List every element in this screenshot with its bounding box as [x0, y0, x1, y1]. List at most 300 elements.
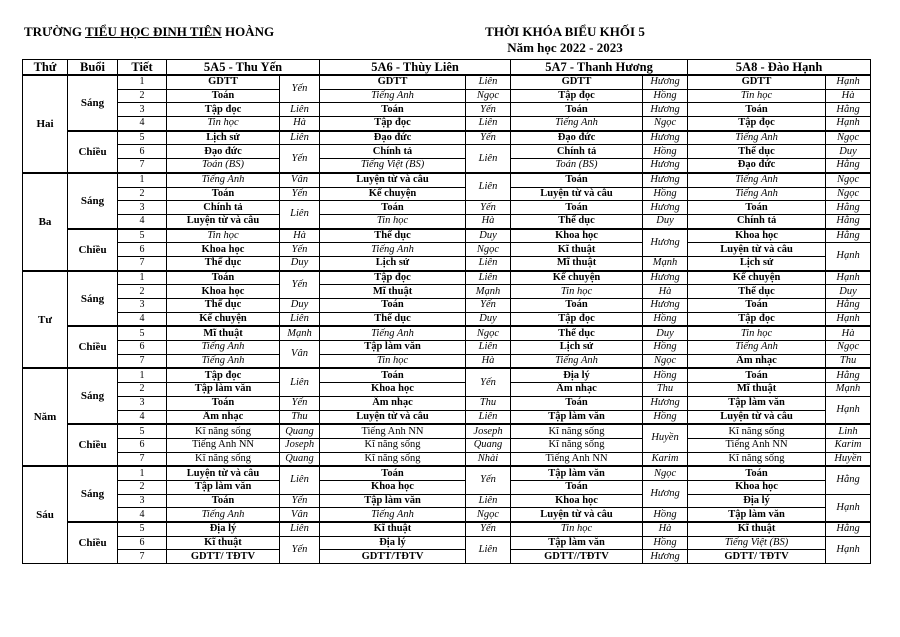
teacher-cell: Hằng: [826, 159, 871, 173]
subject-cell: Thể dục: [688, 285, 826, 299]
teacher-cell: Liên: [280, 522, 320, 536]
table-row: [23, 396, 871, 410]
teacher-cell: Liên: [466, 75, 511, 89]
col-buoi: Buổi: [68, 60, 118, 76]
table-row: [23, 410, 871, 424]
subject-cell: Chính tả: [167, 201, 280, 215]
teacher-cell: Duy: [826, 145, 871, 159]
teacher-cell: Ngọc: [643, 117, 688, 131]
subject-cell: Toán: [511, 173, 643, 187]
subject-cell: Kĩ thuật: [167, 536, 280, 550]
teacher-cell: Hương: [643, 550, 688, 564]
table-row: [23, 466, 871, 480]
subject-cell: Tiếng Anh NN: [167, 438, 280, 452]
subject-cell: Lịch sử: [511, 341, 643, 355]
teacher-cell: Hạnh: [826, 494, 871, 522]
teacher-cell: Duy: [643, 326, 688, 340]
teacher-cell: Liên: [280, 312, 320, 326]
subject-cell: Đạo đức: [320, 131, 466, 145]
col-class-5a7: 5A7 - Thanh Hương: [511, 60, 688, 76]
teacher-cell: Liên: [280, 201, 320, 229]
teacher-cell: Hà: [466, 354, 511, 368]
period-cell: 5: [118, 229, 167, 243]
subject-cell: Kĩ thuật: [688, 522, 826, 536]
period-cell: 7: [118, 550, 167, 564]
subject-cell: Tập làm văn: [320, 341, 466, 355]
period-cell: 5: [118, 131, 167, 145]
teacher-cell: Hạnh: [826, 75, 871, 89]
subject-cell: Tin học: [688, 326, 826, 340]
subject-cell: Toán: [320, 299, 466, 313]
subject-cell: Tiếng Anh: [511, 354, 643, 368]
period-cell: 2: [118, 383, 167, 397]
subject-cell: Toán: [320, 103, 466, 117]
subject-cell: Toán: [320, 466, 466, 480]
period-cell: 2: [118, 89, 167, 103]
subject-cell: Tập đọc: [320, 271, 466, 285]
teacher-cell: Hà: [826, 326, 871, 340]
school-name: [24, 24, 274, 40]
subject-cell: Khoa học: [511, 229, 643, 243]
subject-cell: Kĩ năng sống: [511, 438, 643, 452]
teacher-cell: Hương: [643, 131, 688, 145]
subject-cell: Địa lý: [688, 494, 826, 508]
subject-cell: Tập đọc: [511, 89, 643, 103]
table-row: [23, 480, 871, 494]
subject-cell: Luyện từ và câu: [688, 410, 826, 424]
subject-cell: Luyện từ và câu: [167, 466, 280, 480]
teacher-cell: Ngọc: [466, 508, 511, 522]
period-cell: 7: [118, 452, 167, 466]
table-row: [23, 452, 871, 466]
teacher-cell: Karim: [643, 452, 688, 466]
table-row: [23, 256, 871, 270]
subject-cell: Toán: [688, 103, 826, 117]
period-cell: 3: [118, 396, 167, 410]
subject-cell: Tiếng Việt (BS): [688, 536, 826, 550]
subject-cell: Luyện từ và câu: [511, 508, 643, 522]
subject-cell: Mĩ thuật: [511, 256, 643, 270]
table-row: [23, 438, 871, 452]
teacher-cell: Hạnh: [826, 117, 871, 131]
table-row: [23, 145, 871, 159]
period-cell: 6: [118, 341, 167, 355]
subject-cell: Tin học: [167, 229, 280, 243]
teacher-cell: Duy: [280, 299, 320, 313]
subject-cell: Tập đọc: [320, 117, 466, 131]
subject-cell: Khoa học: [688, 480, 826, 494]
col-thu: Thứ: [23, 60, 68, 76]
period-cell: 4: [118, 214, 167, 228]
subject-cell: Kể chuyện: [320, 187, 466, 201]
period-cell: 5: [118, 522, 167, 536]
subject-cell: Khoa học: [167, 243, 280, 257]
teacher-cell: Hồng: [643, 368, 688, 382]
subject-cell: Mĩ thuật: [167, 326, 280, 340]
teacher-cell: Yến: [280, 75, 320, 103]
subject-cell: Chính tả: [688, 214, 826, 228]
subject-cell: GDTT//TĐTV: [511, 550, 643, 564]
subject-cell: GDTT: [320, 75, 466, 89]
teacher-cell: Yến: [466, 201, 511, 215]
teacher-cell: Hồng: [643, 410, 688, 424]
teacher-cell: Hạnh: [826, 271, 871, 285]
subject-cell: GDTT/TĐTV: [320, 550, 466, 564]
subject-cell: Toán: [511, 103, 643, 117]
table-row: [23, 494, 871, 508]
period-cell: 3: [118, 494, 167, 508]
subject-cell: Kĩ thuật: [511, 243, 643, 257]
teacher-cell: Ngọc: [466, 326, 511, 340]
table-row: [23, 117, 871, 131]
teacher-cell: Yến: [280, 396, 320, 410]
teacher-cell: Liên: [466, 145, 511, 173]
teacher-cell: Yến: [280, 145, 320, 173]
table-row: [23, 103, 871, 117]
teacher-cell: Liên: [280, 466, 320, 494]
table-row: [23, 285, 871, 299]
table-row: [23, 550, 871, 564]
subject-cell: Âm nhạc: [320, 396, 466, 410]
teacher-cell: Hồng: [643, 341, 688, 355]
teacher-cell: Thu: [280, 410, 320, 424]
teacher-cell: Hà: [280, 117, 320, 131]
teacher-cell: Hà: [280, 229, 320, 243]
session-cell: Sáng: [68, 75, 118, 131]
session-cell: Chiều: [68, 326, 118, 368]
period-cell: 1: [118, 271, 167, 285]
subject-cell: Tin học: [167, 117, 280, 131]
subject-cell: Thể dục: [320, 229, 466, 243]
teacher-cell: Thu: [826, 354, 871, 368]
subject-cell: Kĩ năng sống: [688, 452, 826, 466]
subject-cell: Tin học: [688, 89, 826, 103]
col-class-5a6: 5A6 - Thùy Liên: [320, 60, 511, 76]
subject-cell: Toán: [320, 368, 466, 382]
subject-cell: Tập làm văn: [688, 508, 826, 522]
table-row: [23, 243, 871, 257]
teacher-cell: Hồng: [643, 312, 688, 326]
teacher-cell: Hằng: [826, 522, 871, 536]
period-cell: 5: [118, 326, 167, 340]
table-row: [23, 89, 871, 103]
period-cell: 1: [118, 368, 167, 382]
teacher-cell: Huyền: [643, 424, 688, 452]
subject-cell: Thể dục: [167, 256, 280, 270]
subject-cell: Tập đọc: [167, 368, 280, 382]
teacher-cell: Hạnh: [826, 536, 871, 563]
teacher-cell: Karim: [826, 438, 871, 452]
subject-cell: Tin học: [511, 285, 643, 299]
subject-cell: Kĩ năng sống: [167, 424, 280, 438]
subject-cell: Tiếng Anh: [511, 117, 643, 131]
subject-cell: Kĩ năng sống: [167, 452, 280, 466]
teacher-cell: Joseph: [466, 424, 511, 438]
teacher-cell: Ngọc: [826, 187, 871, 201]
subject-cell: Tiếng Anh: [167, 341, 280, 355]
subject-cell: Tập làm văn: [167, 480, 280, 494]
table-row: [23, 214, 871, 228]
teacher-cell: Liên: [466, 410, 511, 424]
subject-cell: Tiếng Anh: [167, 354, 280, 368]
subject-cell: Tập đọc: [167, 103, 280, 117]
subject-cell: Toán: [511, 396, 643, 410]
teacher-cell: Hương: [643, 396, 688, 410]
day-cell: Tư: [23, 271, 68, 369]
session-cell: Sáng: [68, 173, 118, 229]
teacher-cell: Linh: [826, 424, 871, 438]
teacher-cell: Duy: [466, 312, 511, 326]
subject-cell: Thể dục: [167, 299, 280, 313]
subject-cell: Toán: [167, 494, 280, 508]
period-cell: 7: [118, 256, 167, 270]
subject-cell: Tiếng Anh: [320, 89, 466, 103]
teacher-cell: Mạnh: [826, 383, 871, 397]
period-cell: 5: [118, 424, 167, 438]
subject-cell: Tiếng Anh: [688, 173, 826, 187]
teacher-cell: Hà: [643, 522, 688, 536]
subject-cell: Luyện từ và câu: [688, 243, 826, 257]
period-cell: 6: [118, 243, 167, 257]
subject-cell: Kể chuyện: [167, 312, 280, 326]
period-cell: 2: [118, 480, 167, 494]
teacher-cell: Ngọc: [826, 341, 871, 355]
teacher-cell: Ngọc: [466, 243, 511, 257]
subject-cell: Thể dục: [320, 312, 466, 326]
teacher-cell: Hương: [643, 159, 688, 173]
subject-cell: GDTT: [688, 75, 826, 89]
period-cell: 1: [118, 466, 167, 480]
table-row: [23, 341, 871, 355]
subject-cell: Tiếng Anh: [688, 341, 826, 355]
subject-cell: Đạo đức: [167, 145, 280, 159]
period-cell: 2: [118, 285, 167, 299]
teacher-cell: Yến: [280, 243, 320, 257]
period-cell: 3: [118, 103, 167, 117]
subject-cell: Toán: [511, 299, 643, 313]
table-row: [23, 299, 871, 313]
header-row: [23, 60, 871, 76]
title-text: THỜI KHÓA BIỂU KHỐI 5: [485, 24, 645, 39]
teacher-cell: Hương: [643, 229, 688, 257]
session-cell: Chiều: [68, 424, 118, 466]
subject-cell: Toán (BS): [511, 159, 643, 173]
subject-cell: Tin học: [320, 214, 466, 228]
teacher-cell: Liên: [466, 271, 511, 285]
subject-cell: Tiếng Anh: [688, 131, 826, 145]
col-class-5a5: 5A5 - Thu Yến: [167, 60, 320, 76]
teacher-cell: Quang: [280, 452, 320, 466]
table-row: [23, 508, 871, 522]
teacher-cell: Hạnh: [826, 243, 871, 271]
subject-cell: Đạo đức: [688, 159, 826, 173]
period-cell: 7: [118, 159, 167, 173]
subject-cell: Khoa học: [688, 229, 826, 243]
subject-cell: Tập làm văn: [320, 494, 466, 508]
teacher-cell: Hồng: [643, 508, 688, 522]
session-cell: Chiều: [68, 522, 118, 564]
teacher-cell: Yến: [466, 368, 511, 396]
table-row: [23, 201, 871, 215]
session-cell: Sáng: [68, 368, 118, 424]
col-tiet: Tiết: [118, 60, 167, 76]
period-cell: 4: [118, 312, 167, 326]
subject-cell: Mĩ thuật: [320, 285, 466, 299]
teacher-cell: Mạnh: [643, 256, 688, 270]
table-row: [23, 354, 871, 368]
subject-cell: Tiếng Anh: [688, 187, 826, 201]
teacher-cell: Hằng: [826, 201, 871, 215]
subject-cell: Tiếng Anh NN: [688, 438, 826, 452]
subject-cell: Tập đọc: [511, 312, 643, 326]
period-cell: 4: [118, 508, 167, 522]
school-prefix: TRƯỜNG: [24, 24, 86, 39]
teacher-cell: Hương: [643, 173, 688, 187]
subject-cell: Tiếng Anh NN: [511, 452, 643, 466]
subject-cell: Tập đọc: [688, 312, 826, 326]
teacher-cell: Duy: [643, 214, 688, 228]
period-cell: 4: [118, 410, 167, 424]
teacher-cell: Vân: [280, 173, 320, 187]
period-cell: 6: [118, 438, 167, 452]
table-row: [23, 326, 871, 340]
teacher-cell: Ngọc: [826, 131, 871, 145]
teacher-cell: Hà: [826, 89, 871, 103]
subject-cell: Âm nhạc: [511, 383, 643, 397]
teacher-cell: Hạnh: [826, 312, 871, 326]
timetable-title: [437, 24, 693, 56]
subject-cell: Tiếng Anh: [320, 243, 466, 257]
teacher-cell: Huyền: [826, 452, 871, 466]
teacher-cell: Liên: [466, 256, 511, 270]
subject-cell: Tiếng Việt (BS): [320, 159, 466, 173]
teacher-cell: Yến: [280, 536, 320, 563]
table-row: [23, 75, 871, 89]
period-cell: 7: [118, 354, 167, 368]
table-row: [23, 424, 871, 438]
subject-cell: Thể dục: [688, 145, 826, 159]
subject-cell: Toán: [167, 271, 280, 285]
subject-cell: Tin học: [320, 354, 466, 368]
subject-cell: Luyện từ và câu: [320, 410, 466, 424]
subject-cell: Mĩ thuật: [688, 383, 826, 397]
teacher-cell: Hằng: [826, 103, 871, 117]
teacher-cell: Ngọc: [643, 466, 688, 480]
subject-cell: Thể dục: [511, 214, 643, 228]
teacher-cell: Joseph: [280, 438, 320, 452]
teacher-cell: Hạnh: [826, 396, 871, 424]
teacher-cell: Vân: [280, 508, 320, 522]
period-cell: 4: [118, 117, 167, 131]
subject-cell: Địa lý: [511, 368, 643, 382]
subject-cell: Tin học: [511, 522, 643, 536]
teacher-cell: Ngọc: [643, 354, 688, 368]
teacher-cell: Liên: [466, 117, 511, 131]
subject-cell: Kể chuyện: [511, 271, 643, 285]
teacher-cell: Hằng: [826, 214, 871, 228]
subject-cell: Âm nhạc: [167, 410, 280, 424]
subject-cell: Tiếng Anh: [320, 326, 466, 340]
teacher-cell: Hồng: [643, 89, 688, 103]
teacher-cell: Hằng: [826, 229, 871, 243]
subject-cell: Kĩ năng sống: [511, 424, 643, 438]
table-row: [23, 229, 871, 243]
teacher-cell: Liên: [466, 536, 511, 563]
teacher-cell: Hương: [643, 75, 688, 89]
table-row: [23, 187, 871, 201]
teacher-cell: Hương: [643, 103, 688, 117]
subject-cell: GDTT/ TĐTV: [167, 550, 280, 564]
table-row: [23, 522, 871, 536]
subject-cell: Toán: [167, 89, 280, 103]
subject-cell: Chính tả: [320, 145, 466, 159]
subject-cell: Luyện từ và câu: [511, 187, 643, 201]
table-row: [23, 312, 871, 326]
table-row: [23, 536, 871, 550]
subject-cell: Kĩ năng sống: [688, 424, 826, 438]
timetable-body: [23, 75, 871, 564]
period-cell: 3: [118, 201, 167, 215]
subject-cell: Luyện từ và câu: [320, 173, 466, 187]
teacher-cell: Hương: [643, 201, 688, 215]
subject-cell: Khoa học: [320, 480, 466, 494]
subject-cell: Địa lý: [167, 522, 280, 536]
subject-cell: Toán: [320, 201, 466, 215]
col-class-5a8: 5A8 - Đào Hạnh: [688, 60, 871, 76]
subject-cell: Lịch sử: [320, 256, 466, 270]
subject-cell: Kể chuyện: [688, 271, 826, 285]
teacher-cell: Hương: [643, 299, 688, 313]
subject-cell: Toán: [167, 396, 280, 410]
teacher-cell: Liên: [280, 103, 320, 117]
teacher-cell: Quang: [466, 438, 511, 452]
subject-cell: Toán: [167, 187, 280, 201]
teacher-cell: Yến: [280, 187, 320, 201]
teacher-cell: Liên: [280, 131, 320, 145]
period-cell: 6: [118, 536, 167, 550]
day-cell: Sáu: [23, 466, 68, 563]
timetable: [22, 59, 871, 564]
subject-cell: GDTT/ TĐTV: [688, 550, 826, 564]
teacher-cell: Liên: [280, 368, 320, 396]
subject-cell: GDTT: [511, 75, 643, 89]
teacher-cell: Quang: [280, 424, 320, 438]
subject-cell: Tiếng Anh: [320, 508, 466, 522]
period-cell: 2: [118, 187, 167, 201]
teacher-cell: Ngọc: [826, 173, 871, 187]
teacher-cell: Hằng: [826, 466, 871, 494]
subject-cell: Tiếng Anh NN: [320, 424, 466, 438]
subject-cell: Kĩ năng sống: [320, 438, 466, 452]
subject-cell: Tập đọc: [688, 117, 826, 131]
subject-cell: Âm nhạc: [688, 354, 826, 368]
subject-cell: Khoa học: [167, 285, 280, 299]
subject-cell: Tập làm văn: [688, 396, 826, 410]
teacher-cell: Yến: [466, 522, 511, 536]
subject-cell: Khoa học: [320, 383, 466, 397]
period-cell: 1: [118, 75, 167, 89]
subject-cell: GDTT: [167, 75, 280, 89]
period-cell: 6: [118, 145, 167, 159]
teacher-cell: Yến: [466, 103, 511, 117]
school-name-underlined: TIỂU HỌC ĐINH TIÊN: [85, 24, 222, 39]
subject-cell: Đạo đức: [511, 131, 643, 145]
table-row: [23, 368, 871, 382]
session-cell: Sáng: [68, 466, 118, 522]
subject-cell: Lịch sử: [688, 256, 826, 270]
day-cell: Ba: [23, 173, 68, 271]
period-cell: 3: [118, 299, 167, 313]
